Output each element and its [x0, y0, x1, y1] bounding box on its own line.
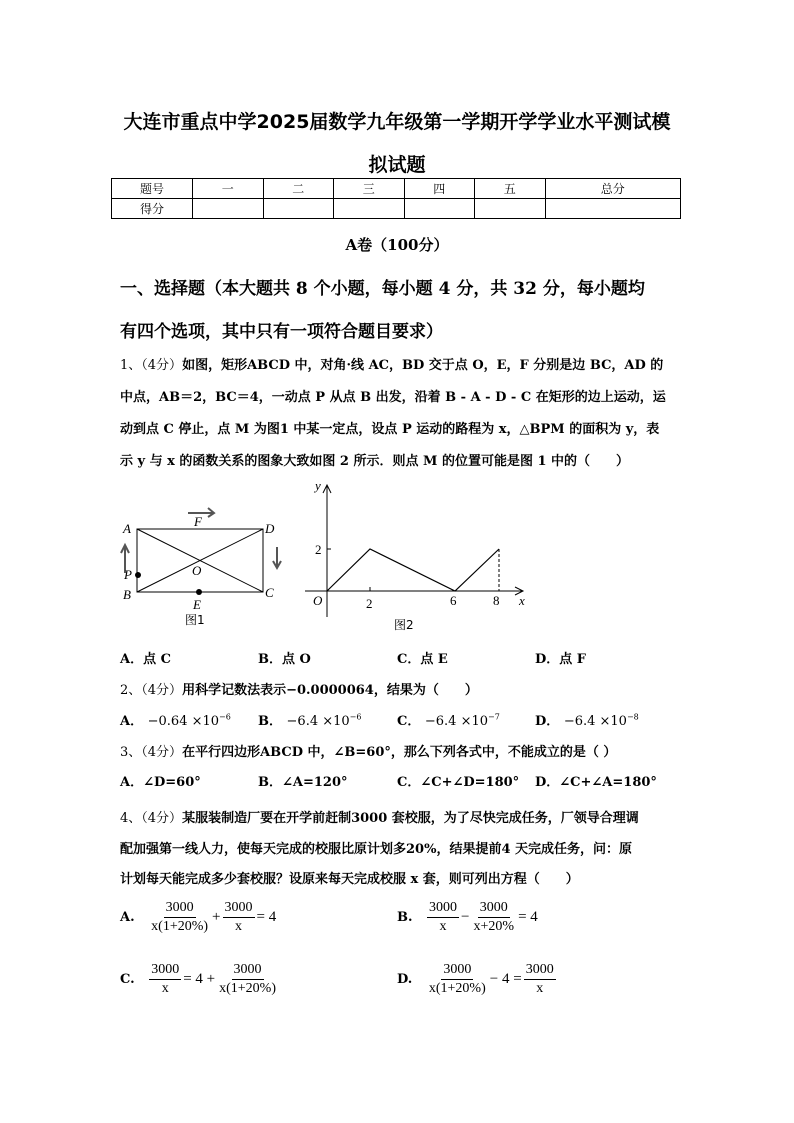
denominator: x+20%: [473, 919, 515, 934]
x-tick-2: 2: [366, 596, 373, 611]
q4-option-b[interactable]: [397, 899, 540, 936]
option-label: A．: [120, 714, 144, 729]
document-title-line2: 拟试题: [368, 154, 426, 176]
fraction: [149, 899, 210, 936]
denominator: x: [536, 981, 544, 996]
operator: − 4 =: [489, 971, 522, 987]
question-4-line2: 配加强第一线人力，使每天完成的校服比原计划多20%，结果提前4 天完成任务，问：原: [120, 842, 633, 857]
question-text: 在平行四边形ABCD 中，∠B=60°，那么下列各式中，不能成立的是（ ）: [182, 745, 617, 760]
score-header-cell: 题号: [112, 179, 193, 199]
denominator: x(1+20%): [219, 981, 276, 996]
q3-option-d[interactable]: [535, 771, 657, 790]
fraction: [472, 899, 517, 936]
option-text: 点 E: [420, 652, 448, 667]
question-text: 用科学记数法表示−0.0000064，结果为（ ）: [182, 683, 478, 698]
numerator: 3000: [524, 961, 556, 980]
label-E: E: [193, 597, 201, 612]
label-A: A: [123, 521, 131, 536]
fraction: [427, 899, 459, 936]
q2-option-b[interactable]: [258, 710, 361, 729]
origin-label: O: [313, 593, 323, 608]
operator: −: [461, 909, 470, 925]
question-points: （4分）: [141, 358, 183, 373]
option-text: 点 O: [282, 652, 311, 667]
label-D: D: [265, 521, 275, 536]
denominator: x: [161, 981, 169, 996]
section-heading-line1: 一、选择题（本大题共 8 个小题，每小题 4 分，共 32 分，每小题均: [120, 279, 645, 299]
score-header-cell: 二: [263, 179, 334, 199]
option-label: C．: [397, 775, 421, 790]
fraction: [524, 961, 556, 998]
option-text: 点 F: [559, 652, 587, 667]
score-header-cell: 总分: [545, 179, 681, 199]
q4-option-c[interactable]: [120, 961, 278, 998]
q3-option-c[interactable]: [397, 771, 519, 790]
score-cell: [263, 199, 334, 219]
numerator: 3000: [223, 899, 255, 918]
question-number: 3、: [120, 745, 142, 760]
denominator: x: [235, 919, 243, 934]
label-C: C: [265, 585, 274, 600]
option-label: B．: [258, 775, 282, 790]
section-heading-line2: 有四个选项，其中只有一项符合题目要求）: [120, 322, 443, 342]
x-tick-6: 6: [450, 593, 457, 608]
question-2-text: [120, 679, 478, 698]
option-exponent: −8: [626, 712, 639, 722]
denominator: x: [439, 919, 447, 934]
q2-option-c[interactable]: [397, 710, 500, 729]
q2-option-d[interactable]: [535, 710, 639, 729]
question-1-line4: 示 y 与 x 的函数关系的图象大致如图 2 所示．则点 M 的位置可能是图 1 中的（ ）: [120, 454, 630, 469]
option-text: ∠A=120°: [282, 775, 348, 790]
option-label: D．: [535, 652, 560, 667]
rhs: = 4: [518, 909, 538, 925]
operator: +: [212, 909, 221, 925]
q1-option-d[interactable]: [535, 648, 586, 667]
score-table-score-row: [112, 199, 681, 219]
option-text: ∠D=60°: [143, 775, 201, 790]
option-text: ∠C+∠A=180°: [559, 775, 657, 790]
rhs: = 4: [256, 909, 277, 925]
option-label: B.: [397, 910, 413, 925]
score-row-label: 得分: [112, 199, 193, 219]
q1-option-c[interactable]: [397, 648, 448, 667]
option-label: A．: [120, 775, 144, 790]
y-tick-2: 2: [315, 542, 322, 557]
question-1-line1: [120, 354, 663, 373]
numerator: 3000: [427, 899, 459, 918]
figure-1-rectangle: [110, 475, 300, 635]
score-header-cell: 三: [334, 179, 405, 199]
score-table: [111, 178, 681, 219]
q1-option-a[interactable]: [120, 648, 171, 667]
numerator: 3000: [149, 961, 181, 980]
q2-option-a[interactable]: [120, 710, 231, 729]
option-label: B．: [258, 714, 282, 729]
score-cell: [404, 199, 475, 219]
figure-2-graph: [295, 475, 535, 635]
option-exponent: −7: [488, 712, 500, 722]
numerator: 3000: [164, 899, 196, 918]
option-label: C．: [397, 652, 421, 667]
q4-option-d[interactable]: [397, 961, 556, 998]
axis-y-label: y: [315, 478, 321, 493]
score-header-cell: 四: [404, 179, 475, 199]
option-text: 点 C: [143, 652, 171, 667]
fraction: [149, 961, 181, 998]
option-label: C.: [120, 972, 135, 987]
axis-x-label: x: [519, 593, 525, 608]
volume-heading: A卷（100分）: [345, 236, 449, 254]
question-4-line1: [120, 807, 639, 826]
option-exponent: −6: [349, 712, 362, 722]
question-text: 如图，矩形ABCD 中，对角·线 AC，BD 交于点 O，E，F 分别是边 BC，AD 的: [182, 358, 664, 373]
fraction: [217, 961, 278, 998]
fraction: [223, 899, 255, 936]
option-mantissa: −6.4 ×10: [424, 714, 489, 729]
question-number: 4、: [120, 811, 142, 826]
option-label: C．: [397, 714, 421, 729]
denominator: x(1+20%): [428, 981, 486, 996]
question-points: （4分）: [141, 811, 183, 826]
score-cell: [545, 199, 681, 219]
figure-2-caption: 图2: [394, 618, 414, 632]
q1-option-b[interactable]: [258, 648, 311, 667]
fraction: [427, 961, 488, 998]
option-mantissa: −6.4 ×10: [563, 714, 627, 729]
option-label: B．: [258, 652, 282, 667]
label-B: B: [123, 587, 131, 602]
label-F: F: [194, 514, 202, 529]
numerator: 3000: [441, 961, 473, 980]
score-cell: [193, 199, 264, 219]
label-P: P: [124, 567, 132, 582]
question-number: 1、: [120, 358, 142, 373]
question-1-line3: 动到点 C 停止，点 M 为图1 中某一定点，设点 P 运动的路程为 x，△BPM 的面积为 y，表: [120, 422, 660, 437]
numerator: 3000: [478, 899, 510, 918]
question-1-line2: 中点，AB＝2，BC＝4，一动点 P 从点 B 出发，沿着 B - A - D - C 在矩形的边上运动，运: [120, 390, 666, 405]
q4-option-a[interactable]: [120, 899, 278, 936]
score-table-header-row: [112, 179, 681, 199]
option-mantissa: −0.64 ×10: [147, 714, 220, 729]
option-label: D．: [535, 775, 560, 790]
option-exponent: −6: [219, 712, 231, 722]
operator: = 4 +: [183, 971, 216, 987]
option-label: D.: [397, 972, 413, 987]
option-label: A.: [120, 910, 135, 925]
question-points: （4分）: [141, 683, 183, 698]
question-points: （4分）: [141, 745, 183, 760]
question-text: 某服装制造厂要在开学前赶制3000 套校服，为了尽快完成任务，厂领导合理调: [182, 811, 639, 826]
score-cell: [334, 199, 405, 219]
question-number: 2、: [120, 683, 142, 698]
q3-option-b[interactable]: [258, 771, 348, 790]
option-label: D．: [535, 714, 560, 729]
question-4-line3: 计划每天能完成多少套校服？设原来每天完成校服 x 套，则可列出方程（ ）: [120, 872, 579, 887]
option-mantissa: −6.4 ×10: [286, 714, 350, 729]
figure-1-caption: 图1: [185, 613, 205, 627]
numerator: 3000: [232, 961, 264, 980]
score-cell: [475, 199, 546, 219]
score-header-cell: 五: [475, 179, 546, 199]
denominator: x(1+20%): [151, 919, 209, 934]
q3-option-a[interactable]: [120, 771, 201, 790]
label-O: O: [192, 563, 202, 578]
score-header-cell: 一: [193, 179, 264, 199]
question-3-text: [120, 741, 616, 760]
document-title-line1: 大连市重点中学2025届数学九年级第一学期开学学业水平测试模: [123, 111, 671, 133]
x-tick-8: 8: [493, 593, 500, 608]
option-label: A．: [120, 652, 144, 667]
option-text: ∠C+∠D=180°: [420, 775, 520, 790]
